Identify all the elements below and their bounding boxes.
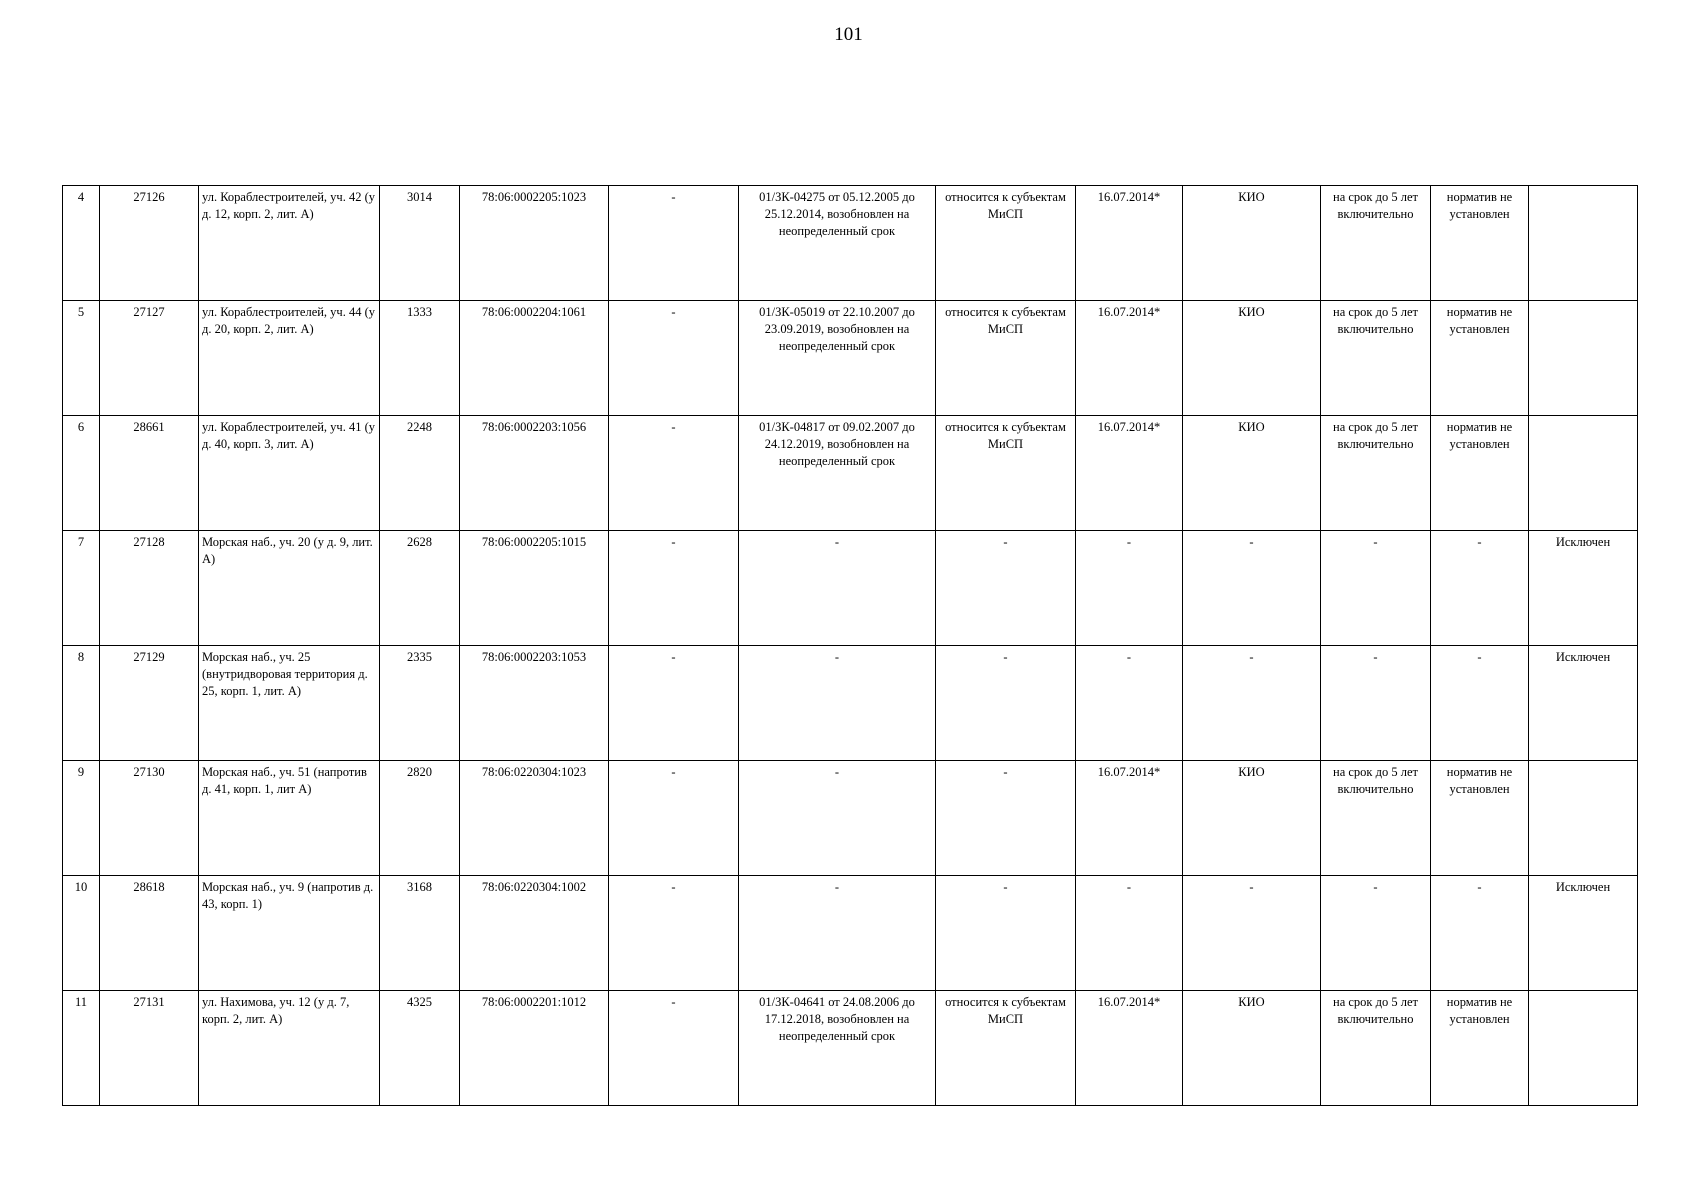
row-number-cell: 5: [63, 301, 100, 416]
lease-term-cell: на срок до 5 лет включительно: [1321, 186, 1431, 301]
inclusion-date-cell: 16.07.2014*: [1076, 991, 1183, 1106]
inclusion-date-cell: 16.07.2014*: [1076, 186, 1183, 301]
table-row: [63, 416, 1638, 531]
area-cell: 2335: [380, 646, 460, 761]
authority-cell: -: [1183, 531, 1321, 646]
address-cell: ул. Кораблестроителей, уч. 44 (у д. 20, корп. 2, лит. А): [199, 301, 380, 416]
sme-category-cell: -: [936, 531, 1076, 646]
lease-term-cell: на срок до 5 лет включительно: [1321, 761, 1431, 876]
sme-category-cell: -: [936, 876, 1076, 991]
row-number-cell: 10: [63, 876, 100, 991]
sme-category-cell: относится к субъектам МиСП: [936, 416, 1076, 531]
object-id-cell: 27127: [100, 301, 199, 416]
page-number: 101: [834, 24, 863, 45]
authority-cell: КИО: [1183, 416, 1321, 531]
norm-cell: норматив не установлен: [1431, 416, 1529, 531]
sme-category-cell: -: [936, 761, 1076, 876]
object-id-cell: 28661: [100, 416, 199, 531]
encumbrance-cell: -: [609, 186, 739, 301]
inclusion-date-cell: -: [1076, 531, 1183, 646]
lease-contract-cell: 01/ЗК-04641 от 24.08.2006 до 17.12.2018, возобновлен на неопределенный срок: [739, 991, 936, 1106]
sme-category-cell: относится к субъектам МиСП: [936, 991, 1076, 1106]
lease-contract-cell: 01/ЗК-04275 от 05.12.2005 до 25.12.2014, возобновлен на неопределенный срок: [739, 186, 936, 301]
note-cell: [1529, 416, 1638, 531]
lease-term-cell: на срок до 5 лет включительно: [1321, 991, 1431, 1106]
address-cell: Морская наб., уч. 25 (внутридворовая территория д. 25, корп. 1, лит. А): [199, 646, 380, 761]
address-cell: ул. Кораблестроителей, уч. 42 (у д. 12, корп. 2, лит. А): [199, 186, 380, 301]
note-cell: [1529, 761, 1638, 876]
table-row: [63, 876, 1638, 991]
address-cell: Морская наб., уч. 51 (напротив д. 41, корп. 1, лит А): [199, 761, 380, 876]
lease-term-cell: -: [1321, 876, 1431, 991]
object-id-cell: 27129: [100, 646, 199, 761]
table-body: [63, 186, 1638, 1106]
note-cell: [1529, 991, 1638, 1106]
table-row: [63, 531, 1638, 646]
object-id-cell: 27130: [100, 761, 199, 876]
norm-cell: -: [1431, 531, 1529, 646]
cadastral-number-cell: 78:06:0220304:1023: [460, 761, 609, 876]
authority-cell: -: [1183, 876, 1321, 991]
encumbrance-cell: -: [609, 646, 739, 761]
authority-cell: КИО: [1183, 991, 1321, 1106]
sme-category-cell: относится к субъектам МиСП: [936, 301, 1076, 416]
object-id-cell: 27128: [100, 531, 199, 646]
cadastral-number-cell: 78:06:0002203:1056: [460, 416, 609, 531]
row-number-cell: 7: [63, 531, 100, 646]
area-cell: 4325: [380, 991, 460, 1106]
object-id-cell: 28618: [100, 876, 199, 991]
address-cell: Морская наб., уч. 20 (у д. 9, лит. А): [199, 531, 380, 646]
row-number-cell: 4: [63, 186, 100, 301]
encumbrance-cell: -: [609, 416, 739, 531]
inclusion-date-cell: 16.07.2014*: [1076, 761, 1183, 876]
lease-contract-cell: 01/ЗК-05019 от 22.10.2007 до 23.09.2019, возобновлен на неопределенный срок: [739, 301, 936, 416]
table-row: [63, 761, 1638, 876]
area-cell: 3168: [380, 876, 460, 991]
row-number-cell: 11: [63, 991, 100, 1106]
norm-cell: норматив не установлен: [1431, 186, 1529, 301]
lease-term-cell: -: [1321, 531, 1431, 646]
cadastral-number-cell: 78:06:0002205:1023: [460, 186, 609, 301]
authority-cell: КИО: [1183, 186, 1321, 301]
note-cell: Исключен: [1529, 531, 1638, 646]
land-plot-table: [62, 185, 1638, 1106]
row-number-cell: 9: [63, 761, 100, 876]
cadastral-number-cell: 78:06:0002203:1053: [460, 646, 609, 761]
inclusion-date-cell: -: [1076, 646, 1183, 761]
inclusion-date-cell: -: [1076, 876, 1183, 991]
inclusion-date-cell: 16.07.2014*: [1076, 301, 1183, 416]
lease-contract-cell: -: [739, 531, 936, 646]
lease-term-cell: на срок до 5 лет включительно: [1321, 416, 1431, 531]
address-cell: ул. Кораблестроителей, уч. 41 (у д. 40, корп. 3, лит. А): [199, 416, 380, 531]
lease-term-cell: -: [1321, 646, 1431, 761]
note-cell: [1529, 301, 1638, 416]
norm-cell: -: [1431, 646, 1529, 761]
lease-contract-cell: -: [739, 761, 936, 876]
table-row: [63, 646, 1638, 761]
lease-contract-cell: -: [739, 646, 936, 761]
area-cell: 2628: [380, 531, 460, 646]
lease-contract-cell: 01/ЗК-04817 от 09.02.2007 до 24.12.2019, возобновлен на неопределенный срок: [739, 416, 936, 531]
table-row: [63, 186, 1638, 301]
cadastral-number-cell: 78:06:0002201:1012: [460, 991, 609, 1106]
sme-category-cell: -: [936, 646, 1076, 761]
authority-cell: КИО: [1183, 301, 1321, 416]
address-cell: ул. Нахимова, уч. 12 (у д. 7, корп. 2, лит. А): [199, 991, 380, 1106]
norm-cell: норматив не установлен: [1431, 301, 1529, 416]
note-cell: Исключен: [1529, 876, 1638, 991]
cadastral-number-cell: 78:06:0220304:1002: [460, 876, 609, 991]
cadastral-number-cell: 78:06:0002204:1061: [460, 301, 609, 416]
object-id-cell: 27131: [100, 991, 199, 1106]
row-number-cell: 6: [63, 416, 100, 531]
lease-term-cell: на срок до 5 лет включительно: [1321, 301, 1431, 416]
encumbrance-cell: -: [609, 761, 739, 876]
area-cell: 3014: [380, 186, 460, 301]
note-cell: Исключен: [1529, 646, 1638, 761]
norm-cell: -: [1431, 876, 1529, 991]
authority-cell: КИО: [1183, 761, 1321, 876]
encumbrance-cell: -: [609, 301, 739, 416]
table-row: [63, 991, 1638, 1106]
encumbrance-cell: -: [609, 991, 739, 1106]
encumbrance-cell: -: [609, 531, 739, 646]
norm-cell: норматив не установлен: [1431, 991, 1529, 1106]
norm-cell: норматив не установлен: [1431, 761, 1529, 876]
authority-cell: -: [1183, 646, 1321, 761]
lease-contract-cell: -: [739, 876, 936, 991]
note-cell: [1529, 186, 1638, 301]
row-number-cell: 8: [63, 646, 100, 761]
area-cell: 2820: [380, 761, 460, 876]
area-cell: 1333: [380, 301, 460, 416]
table-row: [63, 301, 1638, 416]
area-cell: 2248: [380, 416, 460, 531]
address-cell: Морская наб., уч. 9 (напротив д. 43, корп. 1): [199, 876, 380, 991]
sme-category-cell: относится к субъектам МиСП: [936, 186, 1076, 301]
encumbrance-cell: -: [609, 876, 739, 991]
inclusion-date-cell: 16.07.2014*: [1076, 416, 1183, 531]
cadastral-number-cell: 78:06:0002205:1015: [460, 531, 609, 646]
object-id-cell: 27126: [100, 186, 199, 301]
